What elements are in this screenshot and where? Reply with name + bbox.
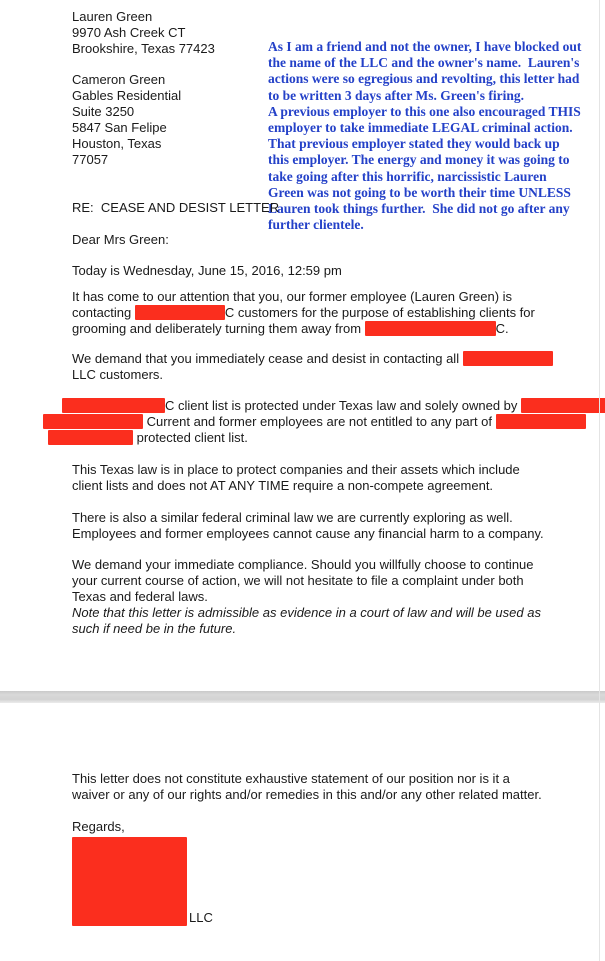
text-line: Suite 3250: [72, 104, 135, 119]
annotation-note: [268, 39, 604, 233]
text-line: Note that this letter is admissible as evidence in a court of law and will be used as: [72, 605, 541, 620]
text-line: [72, 589, 534, 605]
text-line: actions were so egregious and revolting, this letter had: [268, 71, 580, 87]
text-line: waiver or any of our rights and/or remedies in this and/or any other related matter.: [72, 787, 542, 802]
text-line: [72, 557, 534, 573]
letter-text: There is also a similar federal criminal law we are currently exploring as well.: [72, 510, 513, 525]
text-line: the name of the LLC and the owner's name. Lauren's: [268, 55, 580, 71]
paragraph-federal-law: [72, 510, 544, 542]
redaction-box: [521, 398, 605, 413]
text-line: employer to take immediate LEGAL criminal action.: [268, 120, 573, 136]
redaction-box: [135, 305, 225, 320]
text-line: As I am a friend and not the owner, I have blocked out: [268, 39, 582, 54]
text-line: take going after this horrific, narcissistic Lauren: [268, 168, 547, 184]
text-line: [72, 510, 544, 526]
subject-line: RE: CEASE AND DESIST LETTER: [72, 200, 280, 215]
text-line: [72, 367, 553, 383]
paragraph-client-list: [72, 398, 605, 446]
text-line: Lauren took things further. She did not go after any: [268, 201, 570, 217]
sender-address: [72, 9, 215, 57]
redaction-box: [496, 414, 586, 429]
signature-redaction: [72, 837, 187, 926]
letter-text: Current and former employees are not entitled to any part of: [143, 414, 496, 429]
text-line: Houston, Texas: [72, 136, 162, 151]
text-line: [72, 462, 520, 478]
text-line: Green was not going to be worth their time UNLESS: [268, 184, 571, 200]
page-break-divider: [0, 691, 605, 703]
letter-text: Employees and former employees cannot cause any financial harm to a company.: [72, 526, 544, 541]
letter-text: Texas and federal laws.: [72, 589, 208, 604]
text-line: Cameron Green: [72, 72, 166, 87]
redaction-box: [463, 351, 553, 366]
text-line: 5847 San Felipe: [72, 120, 167, 135]
paragraph-cease-demand: [72, 351, 553, 383]
paragraph-texas-law: [72, 462, 520, 494]
letter-text: It has come to our attention that you, our former employee (Lauren Green) is: [72, 289, 513, 304]
disclaimer-paragraph: [72, 771, 542, 803]
letter-text: We demand that you immediately cease and desist in contacting all: [72, 351, 463, 366]
text-line: Lauren Green: [72, 9, 153, 24]
evidence-note: [72, 605, 541, 637]
page-right-edge: [599, 0, 600, 961]
text-line: to be written 3 days after Ms. Green's firing.: [268, 87, 524, 103]
text-line: Brookshire, Texas 77423: [72, 41, 215, 56]
text-line: [72, 398, 605, 414]
redaction-box: [43, 414, 143, 429]
text-line: such if need be in the future.: [72, 621, 237, 636]
text-line: This letter does not constitute exhaustive statement of our position nor is it a: [72, 771, 510, 786]
text-line: this employer. The energy and money it was going to: [268, 152, 570, 168]
letter-text: We demand your immediate compliance. Should you willfully choose to continue: [72, 557, 534, 572]
redaction-box: [62, 398, 165, 413]
letter-text: protected client list.: [133, 430, 248, 445]
text-line: A previous employer to this one also encouraged THIS: [268, 103, 581, 119]
letter-text: grooming and deliberately turning them away from: [72, 321, 365, 336]
text-line: [72, 414, 605, 430]
signature-block: [72, 837, 213, 926]
letter-text: client lists and does not AT ANY TIME require a non-compete agreement.: [72, 478, 494, 493]
text-line: [72, 305, 535, 321]
letter-text: C customers for the purpose of establishing clients for: [224, 305, 535, 320]
text-line: 77057: [72, 152, 109, 167]
text-line: [72, 526, 544, 542]
letter-text: contacting: [72, 305, 135, 320]
date-line: Today is Wednesday, June 15, 2016, 12:59 pm: [72, 263, 342, 278]
paragraph-contacting-customers: [72, 289, 535, 337]
redaction-box: [48, 430, 133, 445]
text-line: 9970 Ash Creek CT: [72, 25, 186, 40]
text-line: [72, 351, 553, 367]
text-line: [72, 289, 535, 305]
recipient-address: [72, 72, 181, 168]
letter-text: LLC customers.: [72, 367, 164, 382]
salutation: Dear Mrs Green:: [72, 232, 169, 247]
text-line: [72, 321, 535, 337]
text-line: Gables Residential: [72, 88, 182, 103]
text-line: further clientele.: [268, 217, 364, 233]
signature-suffix: LLC: [189, 910, 213, 925]
letter-text: your current course of action, we will not hesitate to file a complaint under both: [72, 573, 524, 588]
letter-text: C client list is protected under Texas law and solely owned by: [165, 398, 522, 413]
text-line: [72, 430, 605, 446]
closing-regards: Regards,: [72, 819, 125, 834]
redaction-box: [365, 321, 496, 336]
text-line: That previous employer stated they would back up: [268, 136, 560, 152]
letter-text: This Texas law is in place to protect companies and their assets which include: [72, 462, 520, 477]
paragraph-compliance: [72, 557, 534, 605]
text-line: [72, 573, 534, 589]
letter-text: C.: [495, 321, 509, 336]
text-line: [72, 478, 520, 494]
